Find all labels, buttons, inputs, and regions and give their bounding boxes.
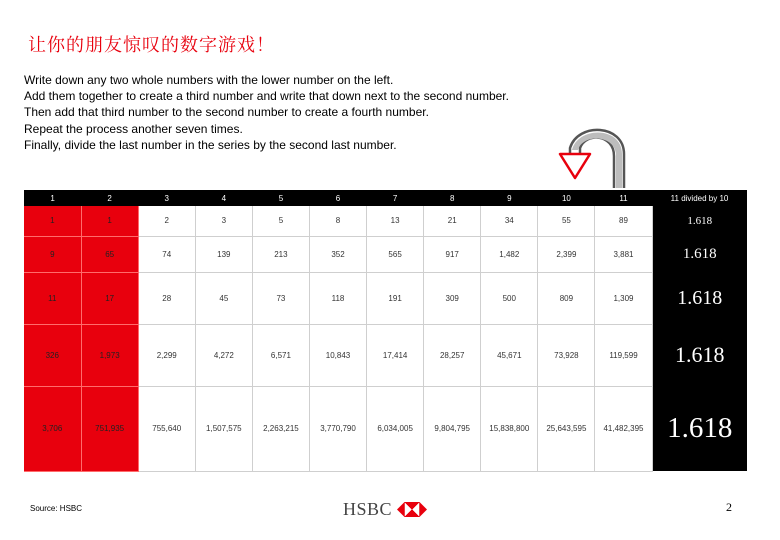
source-note: Source: HSBC	[30, 504, 83, 513]
table-cell: 65	[81, 236, 138, 272]
curved-arrow-icon	[556, 126, 636, 190]
table-cell: 309	[424, 272, 481, 324]
table-row	[24, 206, 747, 236]
table-cell: 15,838,800	[481, 386, 538, 471]
fibonacci-table	[24, 190, 747, 472]
column-header: 2	[81, 190, 138, 206]
table-cell: 119,599	[595, 324, 652, 386]
logo-text: HSBC	[343, 499, 393, 519]
ratio-cell: 1.618	[652, 236, 747, 272]
table-cell: 565	[367, 236, 424, 272]
table-row	[24, 272, 747, 324]
table-cell: 3,881	[595, 236, 652, 272]
column-header: 4	[195, 190, 252, 206]
table-cell: 34	[481, 206, 538, 236]
table-cell: 10,843	[309, 324, 366, 386]
ratio-cell: 1.618	[652, 206, 747, 236]
table-cell: 73,928	[538, 324, 595, 386]
table-cell: 13	[367, 206, 424, 236]
table-cell: 3,770,790	[309, 386, 366, 471]
table-cell: 1,507,575	[195, 386, 252, 471]
table-cell: 1,309	[595, 272, 652, 324]
column-header: 1	[24, 190, 81, 206]
table-cell: 11	[24, 272, 81, 324]
table-row	[24, 324, 747, 386]
table-cell: 89	[595, 206, 652, 236]
table-cell: 139	[195, 236, 252, 272]
table-cell: 1	[24, 206, 81, 236]
instruction-line: Write down any two whole numbers with the lower number on the left.	[24, 73, 394, 87]
column-header: 6	[309, 190, 366, 206]
table-header-row	[24, 190, 747, 206]
table-cell: 55	[538, 206, 595, 236]
table-cell: 3	[195, 206, 252, 236]
column-header: 3	[138, 190, 195, 206]
column-header: 9	[481, 190, 538, 206]
table-cell: 1	[81, 206, 138, 236]
hsbc-logo	[343, 499, 427, 520]
table-cell: 25,643,595	[538, 386, 595, 471]
instructions	[24, 72, 509, 153]
table-cell: 755,640	[138, 386, 195, 471]
table-cell: 28,257	[424, 324, 481, 386]
table-cell: 917	[424, 236, 481, 272]
table-cell: 74	[138, 236, 195, 272]
table-cell: 2	[138, 206, 195, 236]
table-cell: 4,272	[195, 324, 252, 386]
table-row	[24, 386, 747, 471]
instruction-line: Then add that third number to the second number to create a fourth number.	[24, 105, 429, 120]
column-header: 11 divided by 10	[652, 190, 747, 206]
table-cell: 28	[138, 272, 195, 324]
hexagon-logo-icon	[397, 502, 427, 517]
table-cell: 5	[252, 206, 309, 236]
instruction-line: Add them together to create a third number and write that down next to the second number.	[24, 89, 509, 104]
table-cell: 2,299	[138, 324, 195, 386]
table-cell: 41,482,395	[595, 386, 652, 471]
table-cell: 191	[367, 272, 424, 324]
table-cell: 6,571	[252, 324, 309, 386]
table-cell: 352	[309, 236, 366, 272]
ratio-cell: 1.618	[652, 272, 747, 324]
table-cell: 809	[538, 272, 595, 324]
table-cell: 213	[252, 236, 309, 272]
table-row	[24, 236, 747, 272]
table-cell: 751,935	[81, 386, 138, 471]
page-number: 2	[726, 500, 732, 514]
ratio-cell: 1.618	[652, 386, 747, 471]
column-header: 5	[252, 190, 309, 206]
column-header: 7	[367, 190, 424, 206]
column-header: 11	[595, 190, 652, 206]
table-cell: 45	[195, 272, 252, 324]
table-cell: 8	[309, 206, 366, 236]
table-cell: 45,671	[481, 324, 538, 386]
column-header: 10	[538, 190, 595, 206]
table-cell: 17	[81, 272, 138, 324]
table-cell: 17,414	[367, 324, 424, 386]
table-cell: 3,706	[24, 386, 81, 471]
table-cell: 21	[424, 206, 481, 236]
table-cell: 1,973	[81, 324, 138, 386]
ratio-cell: 1.618	[652, 324, 747, 386]
table-cell: 326	[24, 324, 81, 386]
table-cell: 6,034,005	[367, 386, 424, 471]
table-cell: 500	[481, 272, 538, 324]
table-cell: 1,482	[481, 236, 538, 272]
table-cell: 2,263,215	[252, 386, 309, 471]
table-cell: 9	[24, 236, 81, 272]
instruction-line: Finally, divide the last number in the series by the second last number.	[24, 137, 397, 152]
table-cell: 9,804,795	[424, 386, 481, 471]
instruction-line: Repeat the process another seven times.	[24, 121, 243, 136]
page-title: 让你的朋友惊叹的数字游戏！	[28, 35, 275, 56]
table-cell: 2,399	[538, 236, 595, 272]
table-cell: 73	[252, 272, 309, 324]
table-cell: 118	[309, 272, 366, 324]
column-header: 8	[424, 190, 481, 206]
